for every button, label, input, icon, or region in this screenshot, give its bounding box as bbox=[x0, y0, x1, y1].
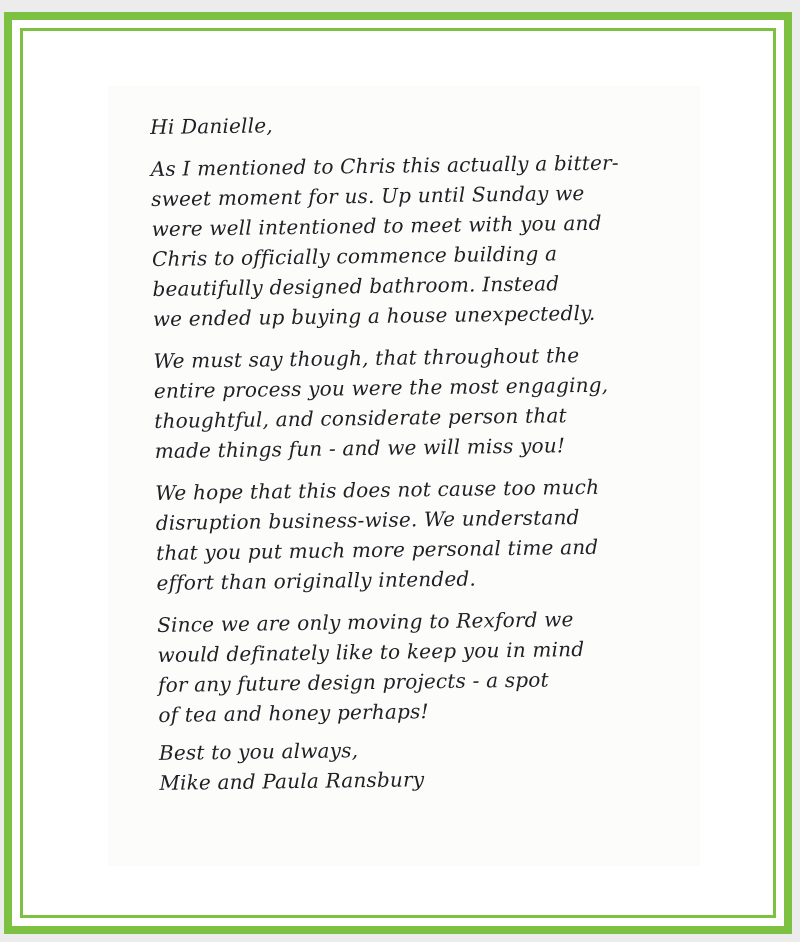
paragraph-4 bbox=[157, 602, 699, 730]
paragraph-2 bbox=[153, 338, 695, 466]
letter-line: made things fun - and we will miss you! bbox=[154, 433, 566, 463]
letter-line: sweet moment for us. Up until Sunday we bbox=[151, 180, 585, 211]
letter-line: disruption business-wise. We understand bbox=[155, 505, 580, 535]
letter-line: of tea and honey perhaps! bbox=[158, 699, 429, 727]
letter-line: Since we are only moving to Rexford we bbox=[156, 607, 574, 637]
handwritten-letter bbox=[150, 104, 700, 797]
letter-line: Chris to officially commence building a bbox=[151, 241, 558, 271]
letter-closing: Best to you always, bbox=[158, 738, 359, 765]
paragraph-1 bbox=[151, 146, 693, 334]
letter-line: effort than originally intended. bbox=[156, 566, 477, 595]
letter-line: As I mentioned to Chris this actually a bitter- bbox=[150, 150, 619, 181]
letter-line: thoughtful, and considerate person that bbox=[154, 403, 567, 433]
letter-line: we ended up buying a house unexpectedly. bbox=[152, 300, 596, 331]
letter-line: that you put much more personal time and bbox=[155, 534, 599, 565]
letter-greeting: Hi Danielle, bbox=[150, 113, 274, 139]
paragraph-3 bbox=[155, 470, 697, 598]
letter-line: beautifully designed bathroom. Instead bbox=[152, 271, 560, 301]
letter-line: would definately like to keep you in mind bbox=[157, 636, 585, 667]
letter-line: were well intentioned to meet with you and bbox=[151, 210, 602, 241]
letter-line: We must say though, that throughout the bbox=[153, 343, 580, 373]
letter-line: We hope that this does not cause too much bbox=[155, 474, 600, 505]
letter-line: for any future design projects - a spot bbox=[157, 667, 549, 697]
letter-signature: Mike and Paula Ransbury bbox=[159, 767, 425, 795]
letter-line: entire process you were the most engaging, bbox=[153, 372, 609, 403]
